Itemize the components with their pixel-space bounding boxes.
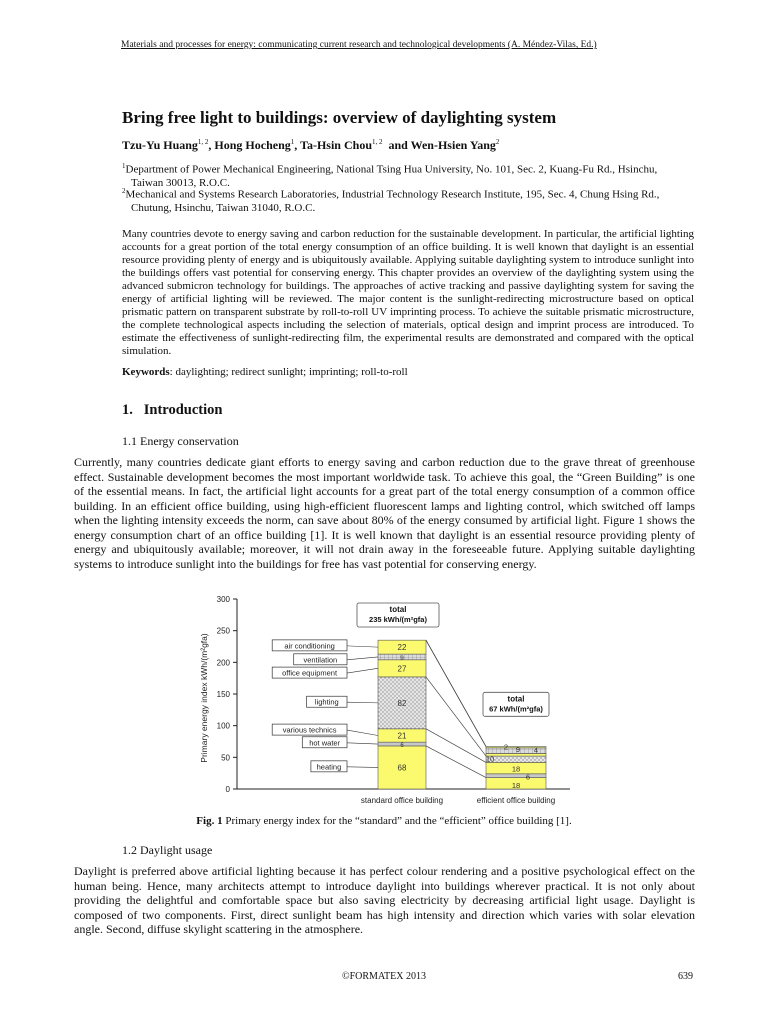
- author-name: Wen-Hsien Yang: [410, 138, 496, 152]
- bar-value-label: 21: [397, 731, 407, 741]
- author-affiliation: 2: [495, 138, 500, 146]
- bar-value-label: 68: [397, 763, 407, 773]
- affiliation-line: Taiwan 30013, R.O.C.: [131, 176, 230, 189]
- author-separator: ,: [294, 138, 301, 152]
- x-category-label: standard office building: [360, 796, 444, 805]
- bar-value-label: 2: [503, 742, 509, 752]
- total-label: total: [389, 605, 407, 614]
- legend-callout-label: ventilation: [303, 655, 338, 665]
- bar-value-label: 9: [400, 655, 404, 662]
- paragraph: Currently, many countries dedicate giant efforts to energy saving and carbon reduction due to the grave threat of greenhouse effect. Sustainable development becomes the most important worldwide task. To achieve this goal, the “Green Building” is one of the essential means. In fact, the artificial light accounts for a great part of the total energy consumption of a common office building. In an efficient office building, using high-efficient fluorescent lamps and lighting control, which switched off lamps when the lighting intensity exceeds the norm, can save about 80% of the energy consumed by artificial light. Figure 1 shows the energy consumption chart of an office building [1]. It is well known that daylight is an essential resource providing plenty of energy and ubiquitously available; moreover, it will not drain away in the foreseeable future. Applying suitable daylighting systems to introduce sunlight into the buildings for free has vast potential for conserving energy.: [74, 455, 695, 571]
- affiliation-2: [122, 185, 702, 215]
- author-name: Ta-Hsin Chou: [300, 138, 372, 152]
- legend-callout-label: air conditioning: [284, 641, 335, 651]
- affiliation-line: Chutung, Hsinchu, Taiwan 31040, R.O.C.: [131, 201, 316, 214]
- bar-value-label: 27: [397, 664, 407, 674]
- caption-label: Fig. 1: [196, 815, 223, 827]
- legend-callout-line: [347, 668, 378, 673]
- author-list: [122, 138, 499, 153]
- page-number: 639: [678, 971, 693, 982]
- author-affiliation: 1: [290, 138, 295, 146]
- author-name: Hong Hocheng: [214, 138, 291, 152]
- footer-publisher: ©FORMATEX 2013: [342, 971, 426, 982]
- author-separator: ,: [208, 138, 215, 152]
- keywords-label: Keywords: [122, 366, 170, 378]
- author-affiliation: 1, 2: [197, 138, 209, 146]
- y-tick-label: 150: [216, 690, 230, 699]
- y-axis-label: Primary energy index kWh/(m²gfa): [199, 633, 209, 763]
- x-category-label: efficient office building: [476, 796, 556, 805]
- y-tick-label: 100: [216, 721, 230, 731]
- author-name: Tzu-Yu Huang: [122, 138, 198, 152]
- legend-callout-label: various technics: [282, 725, 337, 735]
- connector-line: [426, 729, 486, 763]
- total-value: 235 kWh/(m²gfa): [369, 615, 427, 624]
- total-value: 67 kWh/(m²gfa): [489, 704, 543, 714]
- legend-callout-line: [347, 702, 378, 703]
- y-tick-label: 250: [216, 626, 230, 636]
- running-header: Materials and processes for energy: communicating current research and technological developments (A. Méndez-Vilas, Ed.): [121, 40, 597, 50]
- y-tick-label: 0: [225, 785, 230, 794]
- affiliation-number: 2: [122, 187, 126, 195]
- caption-text: Primary energy index for the “standard” and the “efficient” office building [1].: [222, 815, 572, 827]
- bar-value-label: 9: [515, 745, 521, 754]
- paper-title: Bring free light to buildings: overview of daylighting system: [122, 108, 557, 127]
- subsection-heading: 1.2 Daylight usage: [122, 843, 213, 857]
- abstract: Many countries devote to energy saving and carbon reduction for the sustainable development. In particular, the artificial lighting accounts for a great portion of the total energy consumption of an office building. It is well known that daylight is an essential resource providing plenty of energy and is ubiquitously available. Applying suitable daylighting system to introduce sunlight into the buildings offers vast potential for conserving energy. This chapter provides an overview of the daylighting system using the advanced submicron technology for buildings. The approaches of active tracking and passive daylighting system for saving the energy of artificial lighting will be reviewed. The major content is the sunlight-redirecting microstructure based on optical prismatic pattern on transparent substrate by roll-to-roll UV imprinting process. To achieve the suitable prismatic microstructure, the complete technological aspects including the selection of materials, optical design and imprint process are introduced. To estimate the effectiveness of sunlight-redirecting film, the experimental results are demonstrated and compared with the optical simulation.: [122, 228, 694, 357]
- total-label: total: [507, 694, 525, 704]
- affiliation-number: 1: [122, 162, 126, 170]
- bar-value-label: 4: [533, 745, 539, 755]
- subsection-heading: 1.1 Energy conservation: [122, 434, 239, 448]
- bar-value-label: 18: [511, 781, 521, 791]
- y-tick-label: 50: [221, 753, 230, 763]
- paragraph: Daylight is preferred above artificial lighting because it has perfect colour rendering and a positive psychological effect on the human being. Hence, many architects attempt to introduce daylight into buildings wherever practical. It is not only about providing the delightful and comfortable space but also saving electricity by decreasing artificial light usage. Daylight is composed of two components. First, direct sunlight beam has high intensity and direction which varies with solar elevation angle. Second, diffuse skylight scattering in the atmosphere.: [74, 864, 695, 936]
- legend-callout-line: [347, 646, 378, 647]
- y-tick-label: 200: [216, 658, 230, 668]
- figure-caption: [0, 815, 768, 827]
- bar-value-label: 6: [525, 772, 531, 782]
- keywords-list: : daylighting; redirect sunlight; imprinting; roll-to-roll: [169, 366, 408, 378]
- author-and: and: [382, 138, 411, 152]
- legend-callout-label: office equipment: [282, 668, 338, 678]
- connector-line: [426, 746, 486, 778]
- bar-value-label: 22: [397, 643, 407, 653]
- bar-value-label: 18: [511, 764, 521, 774]
- connector-line: [426, 640, 486, 746]
- legend-callout-line: [347, 657, 378, 660]
- legend-callout-line: [347, 743, 378, 744]
- affiliation-line: Mechanical and Systems Research Laboratories, Industrial Technology Research Institute, 195, Sec. 4, Chung Hsing Rd.,: [125, 188, 660, 201]
- bar-value-label: 6: [400, 743, 404, 750]
- keywords: [122, 366, 408, 378]
- bar-segment: [486, 756, 546, 762]
- legend-callout-label: hot water: [309, 738, 341, 748]
- legend-callout-label: lighting: [314, 697, 339, 707]
- energy-chart: [0, 593, 768, 808]
- bar-segment: [486, 774, 546, 778]
- legend-callout-line: [347, 767, 378, 768]
- legend-callout-label: heating: [316, 762, 342, 772]
- bar-value-label: 82: [397, 698, 407, 708]
- y-tick-label: 300: [216, 595, 230, 604]
- author-affiliation: 1, 2: [372, 138, 383, 146]
- section-heading: 1. Introduction: [122, 402, 223, 418]
- bar-value-label: 10: [485, 754, 495, 764]
- affiliation-line: Department of Power Mechanical Engineering, National Tsing Hua University, No. 101, Sec. 2, Kuang-Fu Rd., Hsinchu,: [125, 163, 658, 176]
- connector-line: [426, 677, 486, 756]
- legend-callout-line: [347, 730, 378, 735]
